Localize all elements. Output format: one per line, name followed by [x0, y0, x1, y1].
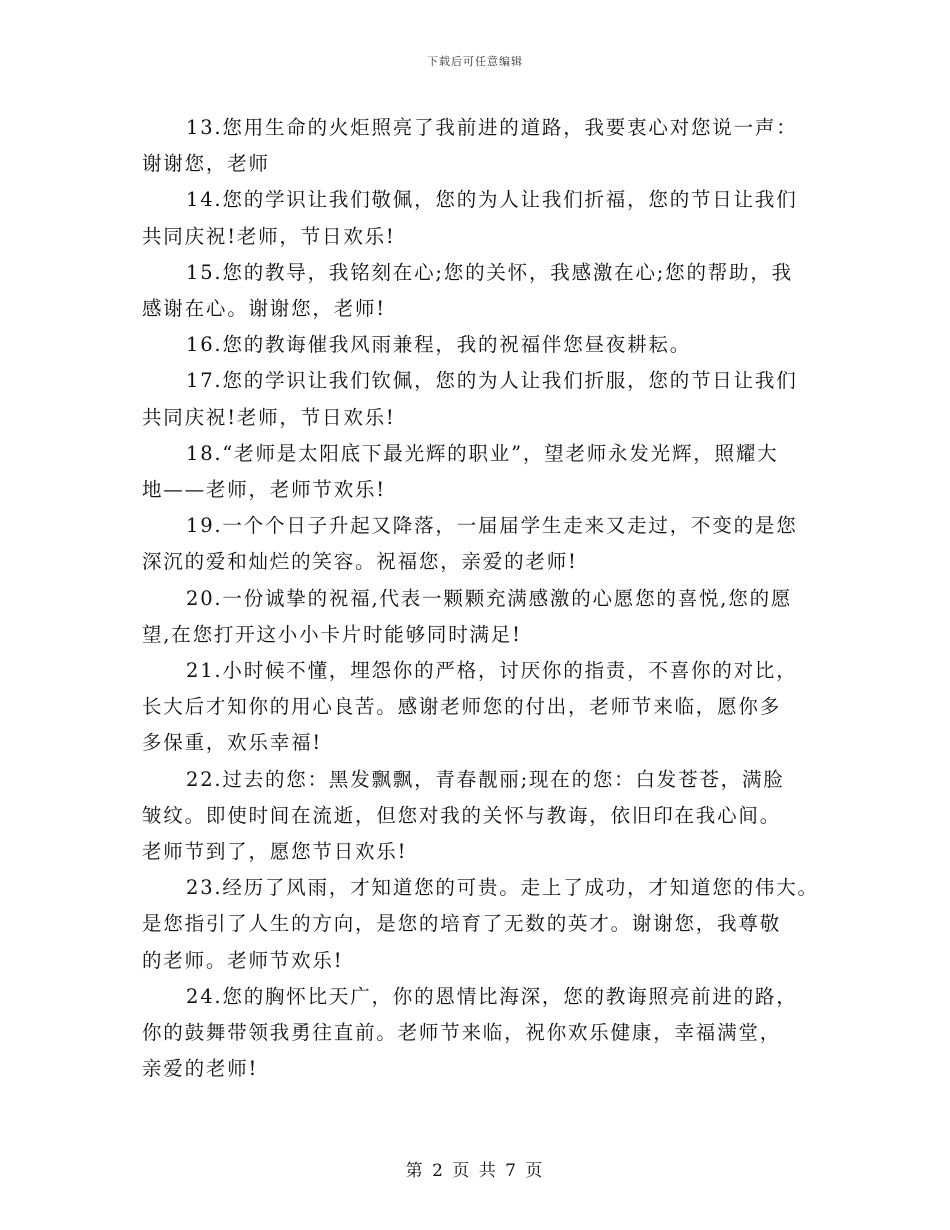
- paragraph-line: 20.一份诚挚的祝福,代表一颗颗充满感激的心愿您的喜悦,您的愿: [186, 586, 793, 610]
- paragraph-line: 共同庆祝!老师，节日欢乐!: [142, 224, 396, 248]
- paragraph-line: 13.您用生命的火炬照亮了我前进的道路，我要衷心对您说一声：: [186, 116, 798, 139]
- paragraph-line: 24.您的胸怀比天广，你的恩情比海深，您的教诲照亮前进的路，: [186, 984, 798, 1008]
- paragraph-line: 皱纹。即使时间在流逝，但您对我的关怀与教诲，依旧印在我心间。: [142, 803, 782, 827]
- paragraph: [142, 581, 820, 653]
- paragraph-line: 地——老师，老师节欢乐!: [142, 478, 386, 502]
- paragraph: [142, 436, 820, 508]
- paragraph: [142, 255, 820, 327]
- paragraph-line: 老师节到了，愿您节日欢乐!: [142, 840, 408, 864]
- paragraph: [142, 653, 820, 762]
- paragraph-line: 多保重，欢乐幸福!: [142, 731, 323, 755]
- paragraph-line: 长大后才知你的用心良苦。感谢老师您的付出，老师节来临，愿你多: [142, 695, 782, 719]
- paragraph: [142, 363, 820, 435]
- paragraph-line: 23.经历了风雨，才知道您的可贵。走上了成功，才知道您的伟大。: [186, 876, 819, 900]
- paragraph: [142, 762, 820, 871]
- paragraph-line: 17.您的学识让我们钦佩，您的为人让我们折服，您的节日让我们: [186, 369, 798, 393]
- paragraph-line: 的老师。老师节欢乐!: [142, 948, 344, 972]
- paragraph-line: 18.“老师是太阳底下最光辉的职业”，望老师永发光辉，照耀大: [186, 441, 779, 465]
- paragraph-line: 谢谢您，老师: [142, 152, 270, 176]
- paragraph-line: 16.您的教诲催我风雨兼程，我的祝福伴您昼夜耕耘。: [186, 333, 692, 357]
- paragraph: [142, 327, 820, 363]
- paragraph-line: 是您指引了人生的方向，是您的培育了无数的英才。谢谢您，我尊敬: [142, 912, 782, 936]
- paragraph-line: 15.您的教导，我铭刻在心;您的关怀，我感激在心;您的帮助，我: [186, 260, 793, 284]
- document-body: [142, 110, 820, 1087]
- paragraph-line: 22.过去的您：黑发飘飘，青春靓丽;现在的您：白发苍苍，满脸: [186, 767, 785, 791]
- paragraph-line: 你的鼓舞带领我勇往直前。老师节来临，祝你欢乐健康，幸福满堂，: [142, 1021, 782, 1045]
- paragraph: [142, 182, 820, 254]
- paragraph-line: 共同庆祝!老师，节日欢乐!: [142, 405, 396, 429]
- paragraph-line: 望,在您打开这小小卡片时能够同时满足!: [142, 622, 522, 646]
- page-footer: 第 2 页 共 7 页: [405, 1161, 545, 1181]
- paragraph-line: 19.一个个日子升起又降落，一届届学生走来又走过，不变的是您: [186, 514, 798, 538]
- paragraph: [142, 979, 820, 1088]
- paragraph-line: 深沉的爱和灿烂的笑容。祝福您，亲爱的老师!: [142, 550, 578, 574]
- paragraph-line: 感谢在心。谢谢您，老师!: [142, 297, 386, 321]
- paragraph: [142, 870, 820, 979]
- paragraph-line: 亲爱的老师!: [142, 1057, 259, 1081]
- paragraph: [142, 110, 820, 182]
- paragraph-line: 21.小时候不懂，埋怨你的严格，讨厌你的指责，不喜你的对比，: [186, 659, 798, 683]
- page-header: 下载后可任意编辑: [427, 55, 523, 68]
- paragraph-line: 14.您的学识让我们敬佩，您的为人让我们折福，您的节日让我们: [186, 188, 798, 212]
- paragraph: [142, 508, 820, 580]
